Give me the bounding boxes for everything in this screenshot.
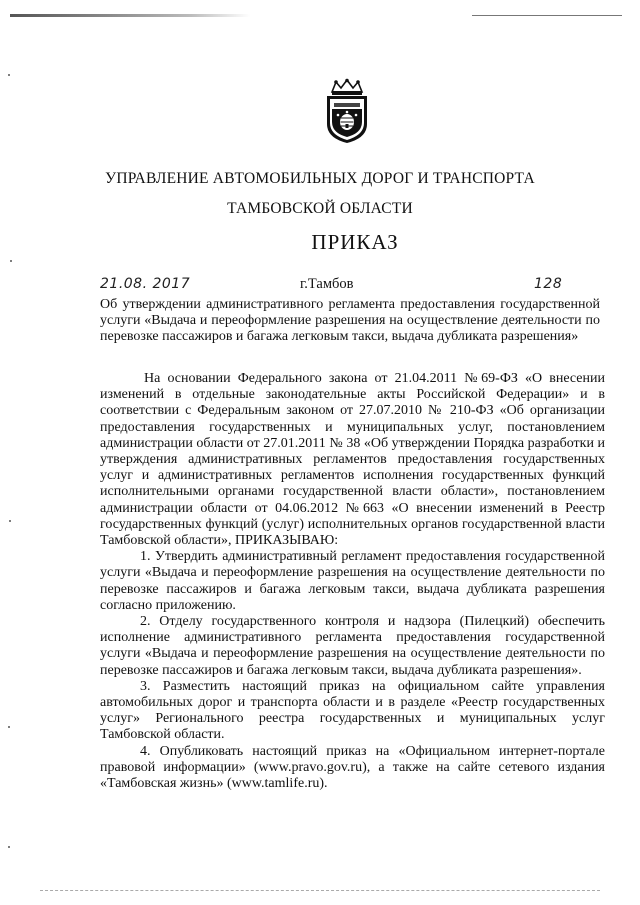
scan-artifact-bottom xyxy=(40,890,600,892)
scan-speck xyxy=(8,846,10,848)
order-body xyxy=(100,371,605,792)
order-item-2: 2. Отделу государственного контроля и надзора (Пилецкий) обеспечить исполнение административного регламента предоставления государственной услуги «Выдача и переоформление разрешения на осуществление деятельности по перевозке пассажиров и багажа легковым такси, выдача дубликата разрешения». xyxy=(100,614,605,678)
order-subject: Об утверждении административного регламента предоставления государственной услуги «Выдача и переоформление разрешения на осуществление деятельности по перевозке пассажиров и багажа легковым такси, выдача дубликата разрешения» xyxy=(100,297,600,344)
scan-speck xyxy=(8,726,10,728)
handwritten-date: 21.08. 2017 xyxy=(100,276,191,292)
coat-of-arms-emblem xyxy=(322,78,372,144)
organization-name-line2: ТАМБОВСКОЙ ОБЛАСТИ xyxy=(227,200,413,217)
document-type-title: ПРИКАЗ xyxy=(311,230,399,254)
city-name: г.Тамбов xyxy=(300,276,354,292)
scan-speck xyxy=(8,74,10,76)
order-item-4: 4. Опубликовать настоящий приказ на «Официальном интернет-портале правовой информации» (www.pravo.gov.ru), а также на сайте сетевого издания «Тамбовская жизнь» (www.tamlife.ru). xyxy=(100,743,605,792)
scan-artifact-line xyxy=(472,15,622,16)
scan-speck xyxy=(9,520,11,522)
organization-name-line1: УПРАВЛЕНИЕ АВТОМОБИЛЬНЫХ ДОРОГ И ТРАНСПОРТА xyxy=(105,170,535,187)
order-item-1: 1. Утвердить административный регламент предоставления государственной услуги «Выдача и переоформление разрешения на осуществление деятельности по перевозке пассажиров и багажа легковым такси, выдача дубликата разрешения согласно приложению. xyxy=(100,549,605,613)
handwritten-order-number: 128 xyxy=(534,276,563,292)
order-item-3: 3. Разместить настоящий приказ на официальном сайте управления автомобильных дорог и транспорта области и в разделе «Реестр государственных услуг» Регионального реестра государственных и муниципальных услуг Тамбовской области. xyxy=(100,678,605,743)
preamble-paragraph: На основании Федерального закона от 21.04.2011 №69-ФЗ «О внесении изменений в отдельные законодательные акты Российской Федерации» и в соответствии с Федеральным законом от 27.07.2010 № 210-ФЗ «Об организации предоставления государственных и муниципальных услуг, постановлением администрации области от 27.01.2011 № 38 «Об утверждении Порядка разработки и утверждения административных регламентов предоставления государственных услуг и административных регламентов исполнения государственных функций исполнительными органами государственной власти области», постановлением администрации области от 04.06.2012 №663 «О внесении изменений в Реестр государственных функций (услуг) исполнительных органов государственной власти Тамбовской области», ПРИКАЗЫВАЮ: xyxy=(100,371,605,549)
scan-speck xyxy=(10,260,12,262)
scan-artifact-top xyxy=(10,14,250,17)
